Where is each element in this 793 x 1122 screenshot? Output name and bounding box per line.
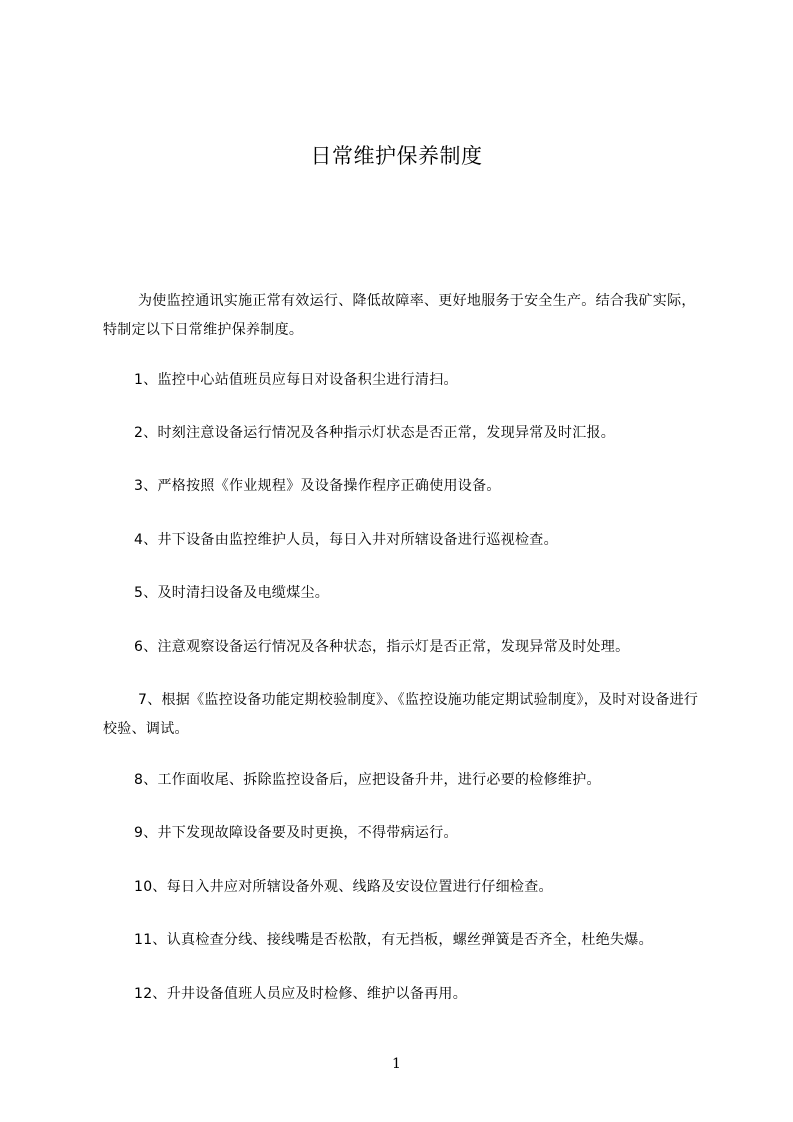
list-item: 2、时刻注意设备运行情况及各种指示灯状态是否正常，发现异常及时汇报。 [134,425,616,441]
document-title: 日常维护保养制度 [310,144,483,168]
list-item: 8、工作面收尾、拆除监控设备后，应把设备升井，进行必要的检修维护。 [134,772,601,788]
page-number: 1 [392,1056,401,1072]
intro-paragraph: 为使监控通讯实施正常有效运行、降低故障率、更好地服务于安全生产。结合我矿实际，特制定以下日常维护保养制度。 [103,293,696,338]
list-item: 11、认真检查分线、接线嘴是否松散，有无挡板，螺丝弹簧是否齐全，杜绝失爆。 [134,932,653,948]
list-item: 10、每日入井应对所辖设备外观、线路及安设位置进行仔细检查。 [134,879,553,895]
list-item: 3、严格按照《作业规程》及设备操作程序正确使用设备。 [134,478,501,494]
list-item: 6、注意观察设备运行情况及各种状态，指示灯是否正常，发现异常及时处理。 [134,639,630,655]
list-item: 4、井下设备由监控维护人员，每日入井对所辖设备进行巡视检查。 [134,532,558,548]
list-item: 1、监控中心站值班员应每日对设备积尘进行清扫。 [134,372,458,388]
list-item: 12、升井设备值班人员应及时检修、维护以备再用。 [134,986,468,1002]
list-item: 5、及时清扫设备及电缆煤尘。 [134,585,330,601]
list-item: 7、根据《监控设备功能定期校验制度》、《监控设施功能定期试验制度》，及时对设备进行校验、调试。 [103,692,699,737]
list-item: 9、井下发现故障设备要及时更换，不得带病运行。 [134,825,458,841]
